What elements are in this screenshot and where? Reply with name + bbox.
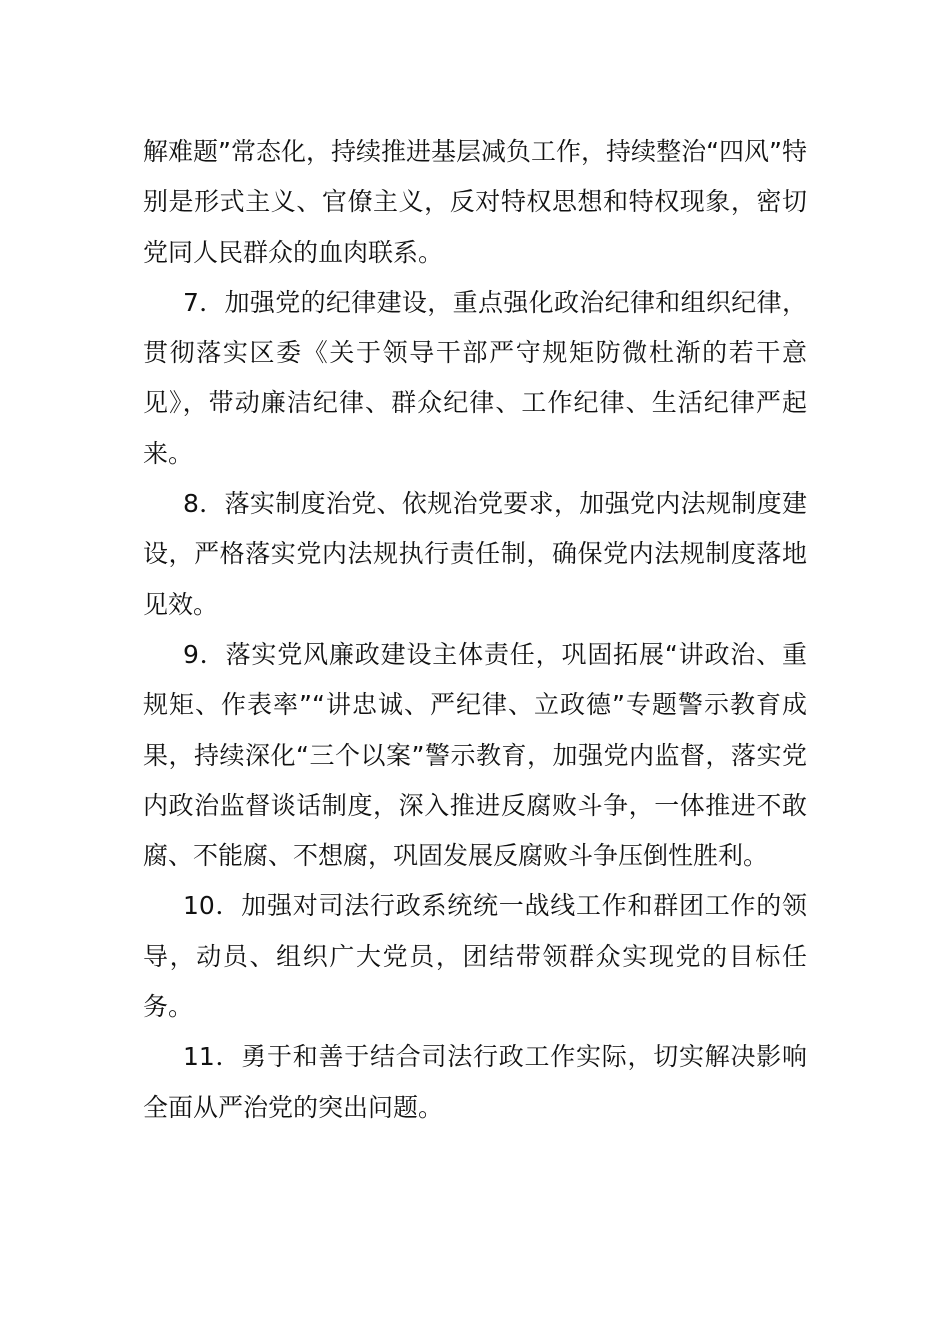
paragraph-item-10: 10．加强对司法行政系统统一战线工作和群团工作的领导，动员、组织广大党员，团结带领群众实现党的目标任务。: [143, 891, 807, 1022]
paragraph-continued: 解难题”常态化，持续推进基层减负工作，持续整治“四风”特别是形式主义、官僚主义，反对特权思想和特权现象，密切党同人民群众的血肉联系。: [143, 137, 807, 267]
paragraph-item-8: 8．落实制度治党、依规治党要求，加强党内法规制度建设，严格落实党内法规执行责任制，确保党内法规制度落地见效。: [143, 489, 807, 619]
document-body: [143, 127, 807, 1133]
paragraph-item-7: 7．加强党的纪律建设，重点强化政治纪律和组织纪律，贯彻落实区委《关于领导干部严守规矩防微杜渐的若干意见》，带动廉洁纪律、群众纪律、工作纪律、生活纪律严起来。: [143, 287, 807, 468]
paragraph-item-11: 11．勇于和善于结合司法行政工作实际，切实解决影响全面从严治党的突出问题。: [143, 1042, 807, 1122]
paragraph-item-9: 9．落实党风廉政建设主体责任，巩固拓展“讲政治、重规矩、作表率”“讲忠诚、严纪律、立政德”专题警示教育成果，持续深化“三个以案”警示教育，加强党内监督，落实党内政治监督谈话制度，深入推进反腐败斗争，一体推进不敢腐、不能腐、不想腐，巩固发展反腐败斗争压倒性胜利。: [143, 639, 807, 871]
